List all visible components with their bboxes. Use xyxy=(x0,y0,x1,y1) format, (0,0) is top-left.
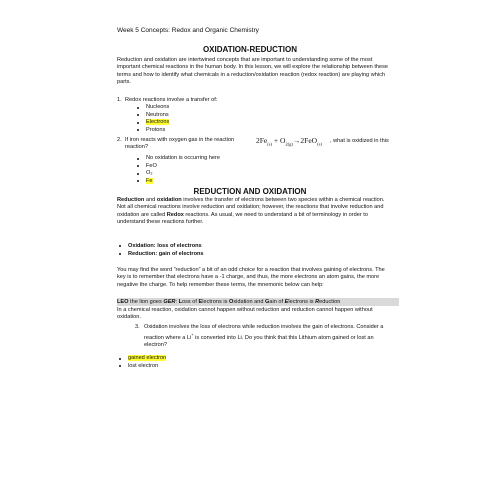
option-label-highlighted: Electrons xyxy=(146,119,170,125)
question-text: Oxidation involves the loss of electrons while reduction involves the gain of electrons. Consider a reaction where a Li xyxy=(144,324,384,342)
reaction-arrow: → xyxy=(292,136,301,145)
redox-pairing-paragraph: In a chemical reaction, oxidation cannot happen without reduction and reduction cannot happen without oxidation. xyxy=(117,307,373,321)
question-text: If iron reacts with oxygen gas in the reaction xyxy=(125,137,235,143)
answer-option-selected[interactable] xyxy=(135,119,169,127)
question-text-continued: is converted into Li. Do you think that this Lithium atom gained or lost an electron? xyxy=(144,335,374,349)
answer-option[interactable] xyxy=(135,170,220,178)
question-text: Redox reactions involve a transfer of: xyxy=(125,97,218,103)
question-number: 2. xyxy=(117,137,122,143)
reduction-explanation-paragraph: You may find the word “reduction” a bit of an odd choice for a reaction that involves gaining of electrons. The key is to remember that electrons have a -1 charge, and thus, the more electrons an atom gains, the more negative the charge. To help remember these terms, the mnemonic below can help: xyxy=(117,267,385,288)
option-label: O₂ xyxy=(146,170,153,176)
section-title-oxidation-reduction: OXIDATION-REDUCTION xyxy=(202,45,298,54)
term-item: Oxidation: loss of electrons xyxy=(117,242,204,250)
option-label: Neutrons xyxy=(146,111,169,118)
question-text-continued: reaction? xyxy=(125,144,149,151)
option-label: Nucleons xyxy=(146,104,170,110)
mnemonic-box: LEO the lion goes GER: Loss of Electrons is Oxidation and Gain of Electrons is Reduction xyxy=(117,298,399,306)
question-number: 1. xyxy=(117,97,122,103)
option-label-highlighted: Fe xyxy=(146,177,153,184)
answer-option-selected[interactable] xyxy=(117,355,166,363)
answer-option-selected[interactable] xyxy=(135,178,220,186)
question-1-options xyxy=(135,104,169,134)
option-label-highlighted: gained electron xyxy=(128,355,167,361)
question-text-after-equation: , what is oxidized in this xyxy=(330,138,389,144)
question-2-options xyxy=(135,155,220,185)
redox-paragraph: Reduction and oxidation involves the transfer of electrons between two species within a chemical reaction. Not all chemical reactions involve reduction and oxidation; however, the reactions that involve reduction and oxidation are called Redox reactions. As usual, we need to understand a bit of terminology in order to understand these reactions further. xyxy=(117,197,385,225)
answer-option[interactable] xyxy=(117,363,166,371)
document-page: Week 5 Concepts: Redox and Organic Chemistry OXIDATION-REDUCTION Reduction and oxidation are intertwined concepts that are important to understanding some of the most important chemical reactions in the human body. In this lesson, we will explore the relationship between these terms and how to identify what chemicals in a reduction/oxidation reaction (redox reaction) are playing which parts. 1. Redox reactions involve a transfer of: Nucleons Neutrons Electrons Protons 2. If iron reacts with oxygen gas in the reaction reaction? $2Fe_{(s)} + O_{2(g)}\to 2FeO_{(s)}$ , what is oxidized in this No oxidation is occurring here FeO O₂ Fe REDUCTION AND OXIDATION Reduction and oxidation involves the transfer of electrons between two species within a chemical reaction. Not all chemical reactions involve reduction and oxidation; however, the reactions that involve reduction and oxidation are called Redox reactions. As usual, we need to understand a bit of terminology in order to understand these reactions further. Oxidation: loss of electrons Reduction: gain of electrons You may find the word “reduction” a bit of an odd choice for a reaction that involves gaining of electrons. The key is to remember that electrons have a -1 charge, and thus, the more electrons an atom gains, the more negative the charge. To help remember these terms, the mnemonic below can help: LEO the lion goes GER: Loss of Electrons is Oxidation and Gain of Electrons is Reduction In a chemical reaction, oxidation cannot happen without reduction and reduction cannot happen without oxidation. 3. Oxidation involves the loss of electrons while reduction involves the gain of electrons. Consider a reaction where a Li+ is converted into Li. Do you think that this Lithium atom gained or lost an electron? gained electron lost electron xyxy=(0,0,500,500)
section-title-reduction-and-oxidation: REDUCTION AND OXIDATION xyxy=(193,187,307,196)
question-number: 3. xyxy=(135,324,140,330)
answer-option[interactable] xyxy=(135,112,169,120)
answer-option[interactable] xyxy=(135,163,220,171)
answer-option[interactable] xyxy=(135,127,169,135)
option-label: No oxidation is occurring here xyxy=(146,155,220,161)
terminology-list xyxy=(117,242,204,258)
chemical-equation: $2Fe_{(s)} + O_{2(g)}\to 2FeO_{(s)}$ xyxy=(256,136,322,147)
document-header: Week 5 Concepts: Redox and Organic Chemistry xyxy=(117,27,259,34)
option-label: lost electron xyxy=(128,362,159,369)
answer-option[interactable] xyxy=(135,155,220,163)
answer-option[interactable] xyxy=(135,104,169,112)
intro-paragraph: Reduction and oxidation are intertwined concepts that are important to understanding some of the most important chemical reactions in the human body. In this lesson, we will explore the relationship between these terms and how to identify what chemicals in a reduction/oxidation reaction (redox reaction) are playing which parts. xyxy=(117,57,389,85)
option-label: FeO xyxy=(146,162,157,169)
option-label: Protons xyxy=(146,126,166,133)
term-item: Reduction: gain of electrons xyxy=(117,250,204,258)
question-3-options xyxy=(117,355,166,370)
